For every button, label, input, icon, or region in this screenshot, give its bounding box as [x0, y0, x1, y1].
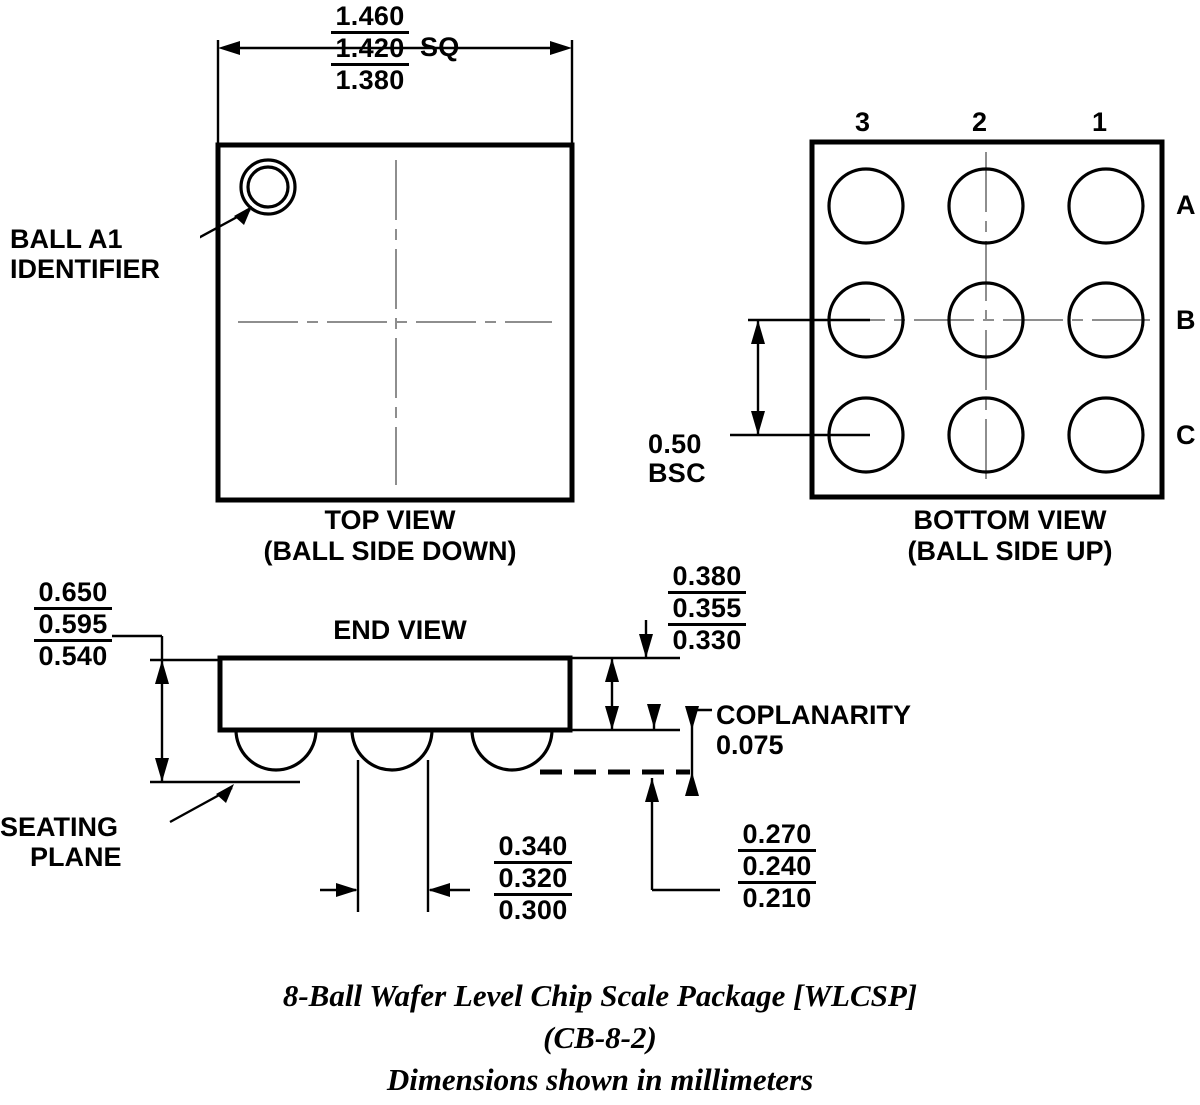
pitch-value: 0.50 — [648, 429, 702, 459]
bottom-view-row-a: A — [1176, 190, 1196, 220]
bottom-view-column-1: 1 — [1092, 107, 1108, 137]
ball-diameter-max: 0.340 — [494, 832, 571, 864]
bottom-view-row-c: C — [1176, 420, 1196, 450]
pitch-bsc: BSC — [648, 458, 706, 488]
top-view-caption-line1: TOP VIEW — [324, 505, 456, 535]
ball-height-max: 0.270 — [738, 820, 815, 852]
coplanarity-value: 0.075 — [716, 730, 784, 760]
top-view-width-suffix: SQ — [420, 32, 460, 62]
total-height-nom: 0.595 — [34, 610, 111, 642]
ball-diameter-min: 0.300 — [498, 895, 568, 925]
top-view-width-max: 1.460 — [331, 2, 408, 34]
top-view-width-nom: 1.420 — [331, 34, 408, 66]
end-view-label: END VIEW — [333, 615, 467, 645]
bottom-view-caption-line1: BOTTOM VIEW — [913, 505, 1107, 535]
seating-plane-line2: PLANE — [30, 842, 122, 872]
ball-height-min: 0.210 — [742, 883, 812, 913]
ball-a1-identifier-label-line2: IDENTIFIER — [10, 254, 161, 284]
top-view-caption-line2: (BALL SIDE DOWN) — [263, 536, 517, 566]
ball-a1-identifier-label-line1: BALL A1 — [10, 224, 123, 254]
bottom-view-pitch-dimension — [648, 430, 706, 488]
seating-plane-label — [0, 812, 122, 872]
bottom-view-column-2: 2 — [972, 107, 988, 137]
top-view-graphic — [200, 20, 600, 520]
bottom-view-caption — [810, 505, 1200, 567]
body-height-min: 0.330 — [672, 625, 742, 655]
ball-diameter-nom: 0.320 — [494, 864, 571, 896]
body-height-max: 0.380 — [668, 562, 745, 594]
drawing-caption — [0, 975, 1200, 1101]
ball-diameter-dimension — [478, 832, 588, 925]
caption-line1: 8-Ball Wafer Level Chip Scale Package [WLCSP] — [282, 978, 918, 1013]
ball-a1-identifier-label — [10, 224, 160, 284]
bottom-view-column-3: 3 — [855, 107, 871, 137]
top-view-caption — [190, 505, 590, 567]
top-view-width-min: 1.380 — [335, 65, 405, 95]
total-height-max: 0.650 — [34, 578, 111, 610]
seating-plane-line1: SEATING — [0, 812, 119, 842]
bottom-view-graphic — [730, 130, 1180, 510]
total-height-min: 0.540 — [38, 641, 108, 671]
ball-height-dimension — [722, 820, 832, 913]
body-height-nom: 0.355 — [668, 594, 745, 626]
caption-line2: (CB-8-2) — [543, 1020, 657, 1055]
caption-line3: Dimensions shown in millimeters — [386, 1062, 814, 1097]
bottom-view-caption-line2: (BALL SIDE UP) — [907, 536, 1113, 566]
bottom-view-row-b: B — [1176, 305, 1196, 335]
ball-height-nom: 0.240 — [738, 852, 815, 884]
coplanarity-label: COPLANARITY — [716, 700, 911, 730]
